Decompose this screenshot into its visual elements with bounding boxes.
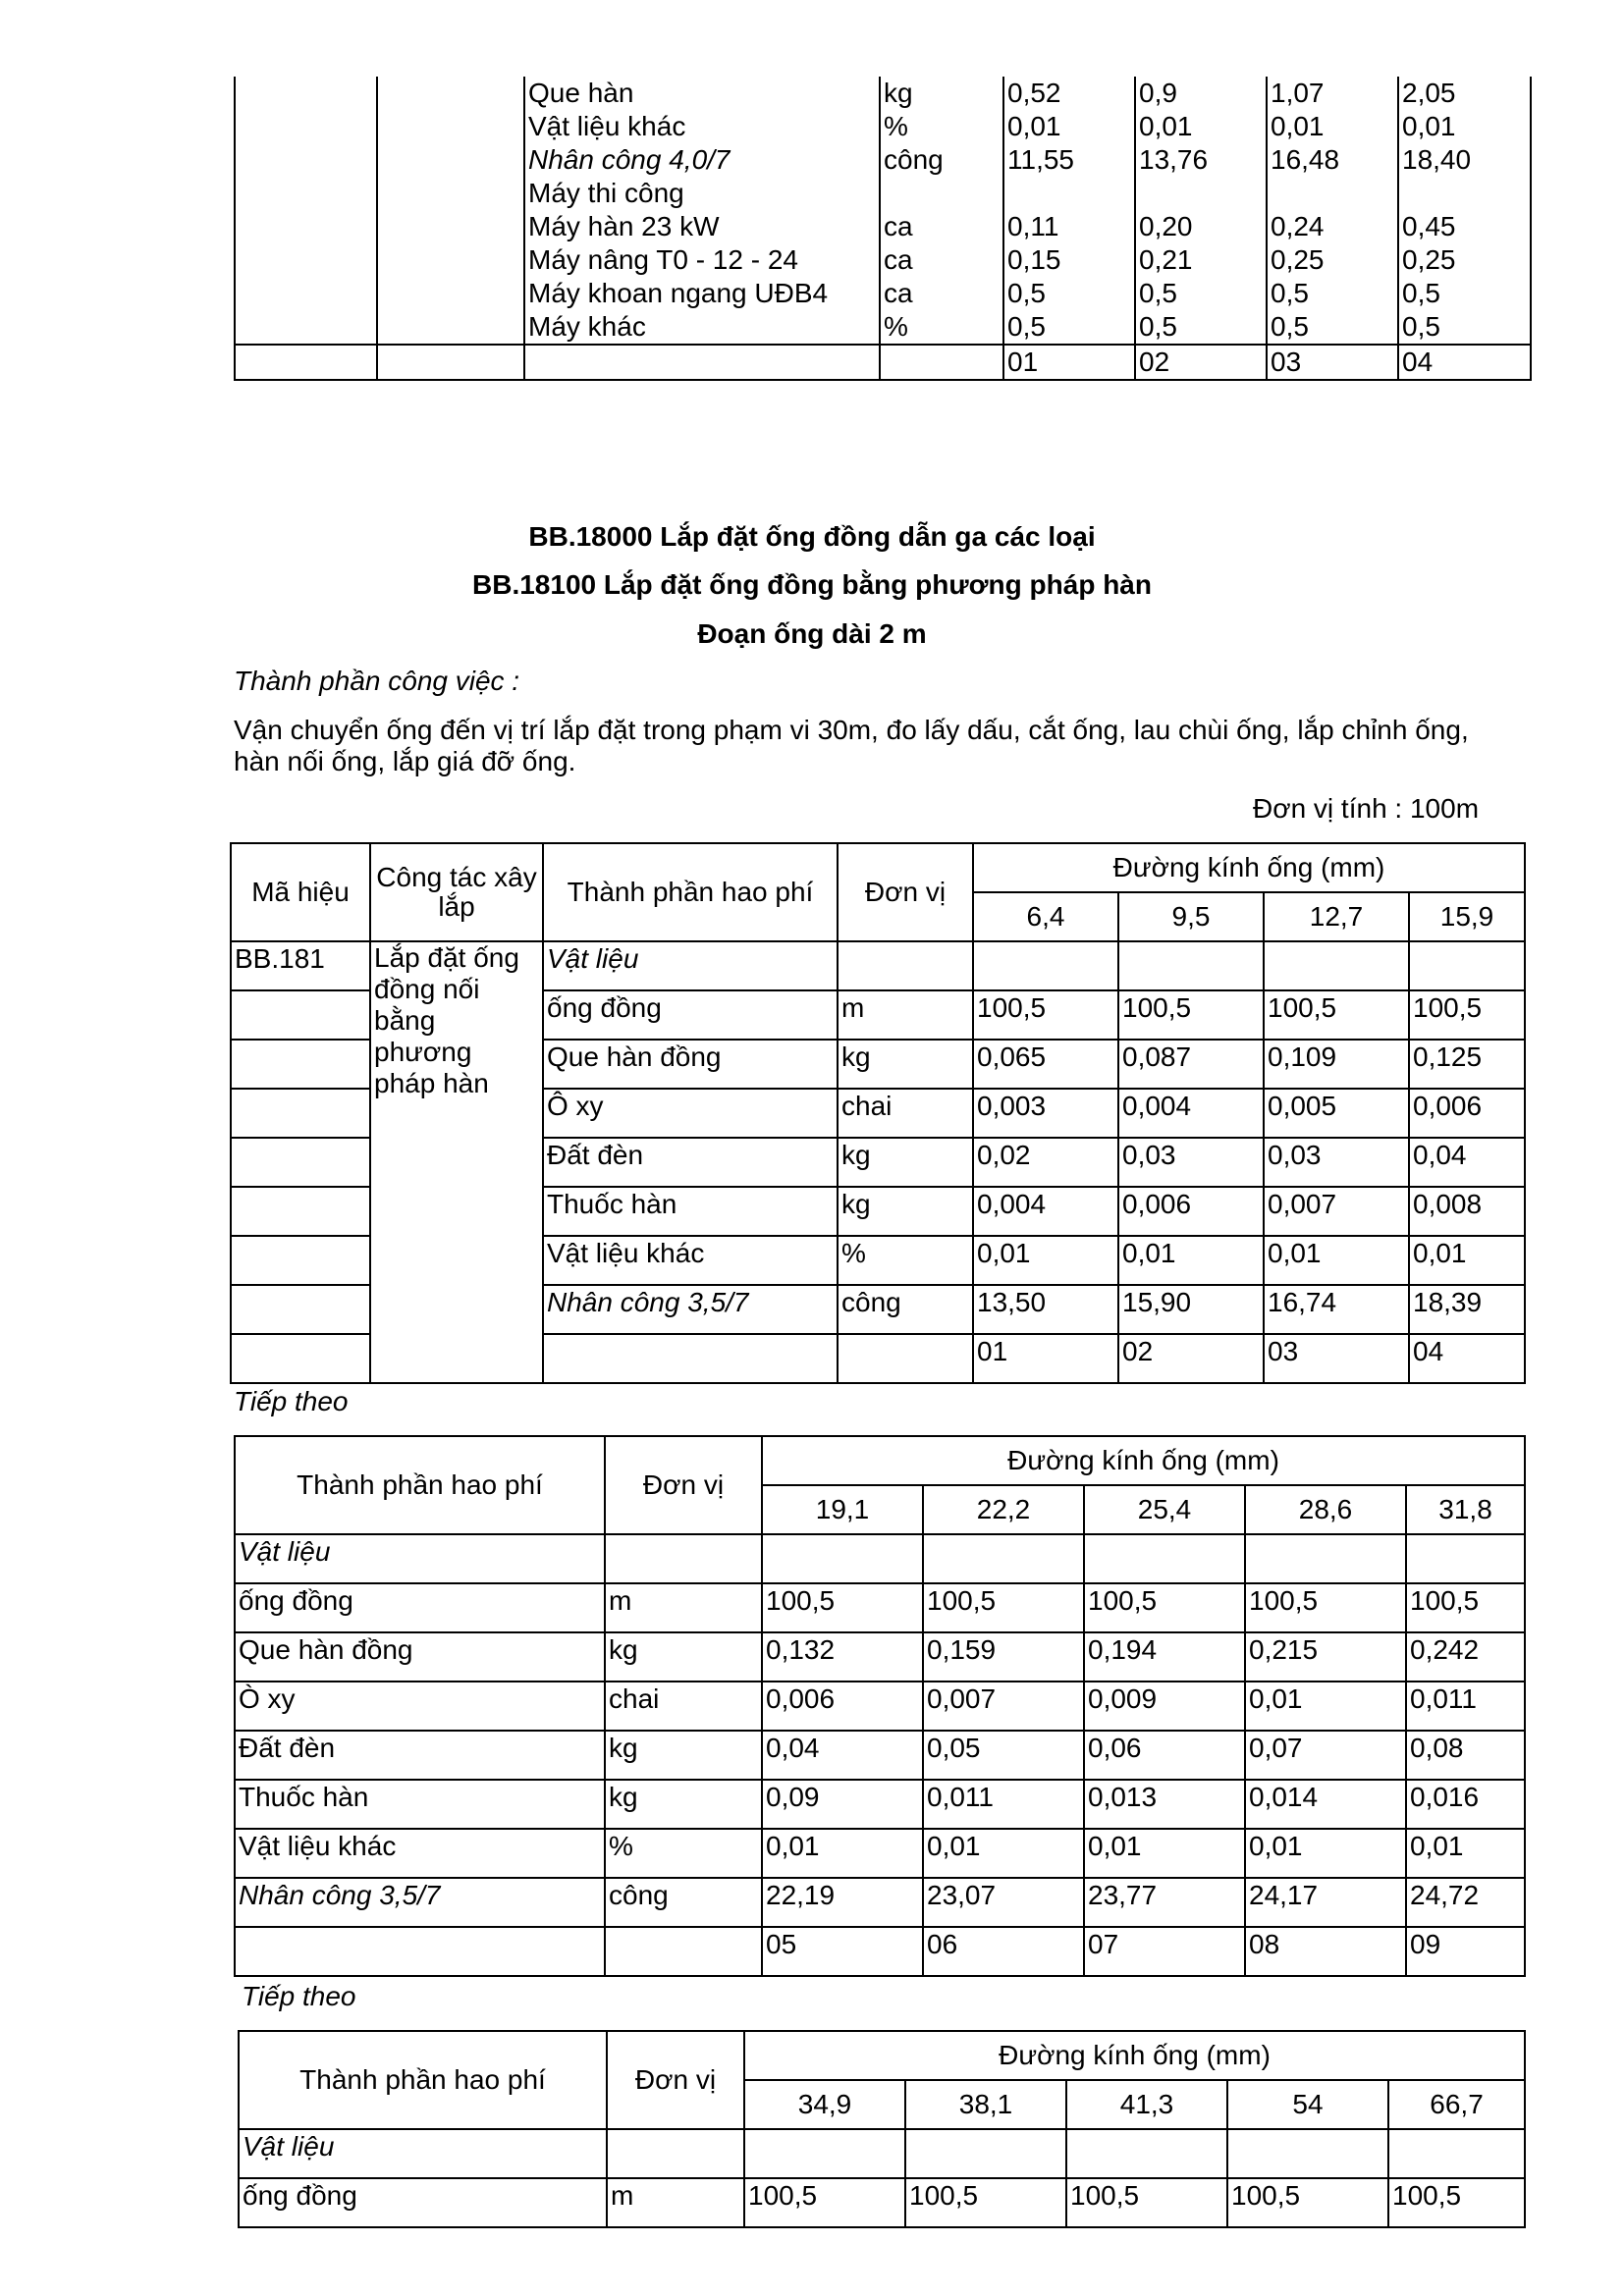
unit-cell: m bbox=[605, 1583, 762, 1632]
unit-cell: ca bbox=[880, 243, 1003, 277]
diameter-cell: 34,9 bbox=[744, 2080, 905, 2129]
code-value: BB.181 bbox=[231, 941, 370, 990]
value-cell: 0,003 bbox=[973, 1089, 1118, 1138]
value-cell: 24,72 bbox=[1406, 1878, 1525, 1927]
unit-cell: kg bbox=[605, 1731, 762, 1780]
blank-cell bbox=[235, 1927, 605, 1976]
value-cell: 0,132 bbox=[762, 1632, 923, 1682]
blank-cell bbox=[605, 1927, 762, 1976]
unit-cell: kg bbox=[838, 1138, 973, 1187]
value-cell bbox=[1084, 1534, 1245, 1583]
component-name: Nhân công 3,5/7 bbox=[235, 1878, 605, 1927]
value-cell bbox=[1388, 2129, 1525, 2178]
diameter-cell: 38,1 bbox=[905, 2080, 1066, 2129]
table-row bbox=[235, 1878, 1525, 1927]
table-2-body bbox=[235, 1436, 1525, 1976]
value-cell: 0,011 bbox=[1406, 1682, 1525, 1731]
value-cell: 0,07 bbox=[1245, 1731, 1406, 1780]
value-cell: 0,007 bbox=[923, 1682, 1084, 1731]
section-title: BB.18000 Lắp đặt ống đồng dẫn ga các loại bbox=[528, 521, 1096, 552]
blank-cell bbox=[370, 1334, 543, 1383]
value-cell: 22,19 bbox=[762, 1878, 923, 1927]
code-cell: 09 bbox=[1406, 1927, 1525, 1976]
value-cell bbox=[762, 1534, 923, 1583]
value-cell bbox=[1409, 941, 1525, 990]
value-cell: 0,24 bbox=[1267, 210, 1398, 243]
component-name: Vật liệu bbox=[543, 941, 838, 990]
value-cell: 1,07 bbox=[1267, 77, 1398, 110]
table-row bbox=[239, 2031, 1525, 2080]
table-3 bbox=[238, 2030, 1526, 2228]
value-cell: 100,5 bbox=[1409, 990, 1525, 1040]
blank-cell bbox=[231, 1187, 370, 1236]
diameter-cell: 22,2 bbox=[923, 1485, 1084, 1534]
code-cell: 03 bbox=[1264, 1334, 1409, 1383]
diameter-cell: 6,4 bbox=[973, 892, 1118, 941]
unit-cell bbox=[605, 1534, 762, 1583]
value-cell: 15,90 bbox=[1118, 1285, 1264, 1334]
component-name: Thuốc hàn bbox=[543, 1187, 838, 1236]
table-3-body bbox=[239, 2031, 1525, 2227]
value-cell: 0,03 bbox=[1118, 1138, 1264, 1187]
continued-label-2: Tiếp theo bbox=[242, 1981, 356, 2011]
value-cell: 0,5 bbox=[1267, 277, 1398, 310]
value-cell bbox=[1267, 177, 1398, 210]
component-name: Que hàn đồng bbox=[235, 1632, 605, 1682]
unit-cell: m bbox=[838, 990, 973, 1040]
value-cell: 0,215 bbox=[1245, 1632, 1406, 1682]
table-row bbox=[235, 1780, 1525, 1829]
header-code: Mã hiệu bbox=[231, 843, 370, 941]
table-row bbox=[235, 1436, 1525, 1485]
table-row bbox=[231, 1285, 1525, 1334]
table-row bbox=[235, 1829, 1525, 1878]
value-cell: 0,007 bbox=[1264, 1187, 1409, 1236]
value-cell: 0,45 bbox=[1398, 210, 1531, 243]
component-name: ống đồng bbox=[543, 990, 838, 1040]
value-cell: 0,01 bbox=[1264, 1236, 1409, 1285]
unit-cell: % bbox=[605, 1829, 762, 1878]
blank-cell bbox=[377, 345, 524, 380]
value-cell: 0,5 bbox=[1398, 277, 1531, 310]
unit-cell: kg bbox=[838, 1040, 973, 1089]
table-row bbox=[239, 2129, 1525, 2178]
value-cell: 0,125 bbox=[1409, 1040, 1525, 1089]
blank-cell bbox=[524, 345, 880, 380]
unit-cell: chai bbox=[838, 1089, 973, 1138]
work-label: Thành phần công việc : bbox=[234, 666, 520, 696]
value-cell bbox=[1003, 177, 1135, 210]
blank-cell bbox=[370, 1236, 543, 1285]
value-cell: 0,25 bbox=[1398, 243, 1531, 277]
value-cell: 100,5 bbox=[1264, 990, 1409, 1040]
value-cell: 100,5 bbox=[923, 1583, 1084, 1632]
unit-cell: % bbox=[880, 110, 1003, 143]
code-cell: 07 bbox=[1084, 1927, 1245, 1976]
value-cell: 0,9 bbox=[1135, 77, 1267, 110]
code-cell: 06 bbox=[923, 1927, 1084, 1976]
value-cell: 0,087 bbox=[1118, 1040, 1264, 1089]
value-cell: 0,01 bbox=[1003, 110, 1135, 143]
value-cell: 0,01 bbox=[923, 1829, 1084, 1878]
diameter-cell: 41,3 bbox=[1066, 2080, 1227, 2129]
value-cell: 100,5 bbox=[905, 2178, 1066, 2227]
value-cell: 0,06 bbox=[1084, 1731, 1245, 1780]
value-cell: 0,014 bbox=[1245, 1780, 1406, 1829]
code-cell: 02 bbox=[1135, 345, 1267, 380]
component-name: Vật liệu khác bbox=[524, 110, 880, 143]
value-cell: 0,008 bbox=[1409, 1187, 1525, 1236]
header-component: Thành phần hao phí bbox=[235, 1436, 605, 1534]
table-row bbox=[235, 77, 1531, 110]
table-1 bbox=[230, 842, 1526, 1384]
continued-label-1: Tiếp theo bbox=[234, 1386, 349, 1416]
value-cell: 0,01 bbox=[1118, 1236, 1264, 1285]
component-name: ống đồng bbox=[235, 1583, 605, 1632]
table-1-body bbox=[231, 843, 1525, 1383]
value-cell: 0,006 bbox=[1409, 1089, 1525, 1138]
blank-cell bbox=[370, 1285, 543, 1334]
blank-cell bbox=[370, 1187, 543, 1236]
component-name: Que hàn đồng bbox=[543, 1040, 838, 1089]
component-name: Ô xy bbox=[543, 1089, 838, 1138]
header-diameter: Đường kính ống (mm) bbox=[762, 1436, 1525, 1485]
blank-cell bbox=[231, 1285, 370, 1334]
header-unit: Đơn vị bbox=[605, 1436, 762, 1534]
diameter-cell: 25,4 bbox=[1084, 1485, 1245, 1534]
value-cell: 100,5 bbox=[1066, 2178, 1227, 2227]
value-cell: 0,5 bbox=[1003, 310, 1135, 345]
value-cell: 0,05 bbox=[923, 1731, 1084, 1780]
blank-cell bbox=[377, 77, 524, 345]
value-cell: 0,5 bbox=[1135, 310, 1267, 345]
table-row bbox=[235, 1583, 1525, 1632]
value-cell: 0,01 bbox=[762, 1829, 923, 1878]
value-cell: 0,25 bbox=[1267, 243, 1398, 277]
value-cell: 16,74 bbox=[1264, 1285, 1409, 1334]
unit-cell bbox=[838, 941, 973, 990]
component-name: Máy khác bbox=[524, 310, 880, 345]
value-cell: 100,5 bbox=[1388, 2178, 1525, 2227]
value-cell: 100,5 bbox=[1118, 990, 1264, 1040]
value-cell: 13,76 bbox=[1135, 143, 1267, 177]
value-cell: 0,013 bbox=[1084, 1780, 1245, 1829]
table-row bbox=[235, 345, 1531, 380]
table-row bbox=[235, 1632, 1525, 1682]
component-name: Thuốc hàn bbox=[235, 1780, 605, 1829]
blank-cell bbox=[231, 1040, 370, 1089]
value-cell: 0,5 bbox=[1003, 277, 1135, 310]
table-row bbox=[235, 1682, 1525, 1731]
component-name: Đất đèn bbox=[543, 1138, 838, 1187]
value-cell: 0,004 bbox=[973, 1187, 1118, 1236]
value-cell: 13,50 bbox=[973, 1285, 1118, 1334]
code-cell: 04 bbox=[1409, 1334, 1525, 1383]
table-row bbox=[231, 843, 1525, 892]
component-name: Máy hàn 23 kW bbox=[524, 210, 880, 243]
component-name: Nhân công 4,0/7 bbox=[524, 143, 880, 177]
code-cell: 08 bbox=[1245, 1927, 1406, 1976]
value-cell: 0,01 bbox=[1409, 1236, 1525, 1285]
blank-cell bbox=[235, 345, 377, 380]
code-cell: 01 bbox=[1003, 345, 1135, 380]
header-work: Công tác xây lắp bbox=[370, 843, 543, 941]
component-name: Ò xy bbox=[235, 1682, 605, 1731]
diameter-cell: 19,1 bbox=[762, 1485, 923, 1534]
value-cell: 0,01 bbox=[1084, 1829, 1245, 1878]
value-cell: 0,5 bbox=[1398, 310, 1531, 345]
value-cell: 100,5 bbox=[1245, 1583, 1406, 1632]
unit-cell: công bbox=[838, 1285, 973, 1334]
value-cell: 0,11 bbox=[1003, 210, 1135, 243]
value-cell bbox=[973, 941, 1118, 990]
value-cell: 0,01 bbox=[973, 1236, 1118, 1285]
value-cell: 24,17 bbox=[1245, 1878, 1406, 1927]
value-cell bbox=[1227, 2129, 1388, 2178]
value-cell: 0,242 bbox=[1406, 1632, 1525, 1682]
diameter-cell: 28,6 bbox=[1245, 1485, 1406, 1534]
value-cell bbox=[1398, 177, 1531, 210]
value-cell bbox=[1406, 1534, 1525, 1583]
value-cell: 16,48 bbox=[1267, 143, 1398, 177]
value-cell: 100,5 bbox=[973, 990, 1118, 1040]
table-2 bbox=[234, 1435, 1526, 1977]
table-row bbox=[231, 1187, 1525, 1236]
diameter-cell: 15,9 bbox=[1409, 892, 1525, 941]
value-cell: 23,77 bbox=[1084, 1878, 1245, 1927]
header-unit: Đơn vị bbox=[838, 843, 973, 941]
value-cell: 0,5 bbox=[1267, 310, 1398, 345]
unit-note: Đơn vị tính : 100m bbox=[1253, 793, 1480, 824]
value-cell: 0,01 bbox=[1267, 110, 1398, 143]
value-cell: 18,39 bbox=[1409, 1285, 1525, 1334]
component-name: Nhân công 3,5/7 bbox=[543, 1285, 838, 1334]
unit-cell: kg bbox=[605, 1780, 762, 1829]
value-cell bbox=[905, 2129, 1066, 2178]
diameter-cell: 31,8 bbox=[1406, 1485, 1525, 1534]
component-name: Máy khoan ngang UĐB4 bbox=[524, 277, 880, 310]
top-table bbox=[234, 77, 1532, 381]
header-component: Thành phần hao phí bbox=[543, 843, 838, 941]
component-name: Vật liệu khác bbox=[543, 1236, 838, 1285]
value-cell: 0,005 bbox=[1264, 1089, 1409, 1138]
header-diameter: Đường kính ống (mm) bbox=[744, 2031, 1525, 2080]
value-cell: 0,04 bbox=[1409, 1138, 1525, 1187]
value-cell: 0,04 bbox=[762, 1731, 923, 1780]
diameter-cell: 12,7 bbox=[1264, 892, 1409, 941]
table-row bbox=[235, 1731, 1525, 1780]
component-name: Vật liệu bbox=[235, 1534, 605, 1583]
work-description: Lắp đặt ống đồng nối bằng phương pháp hàn bbox=[370, 941, 543, 1187]
value-cell bbox=[1135, 177, 1267, 210]
component-name: Vật liệu bbox=[239, 2129, 607, 2178]
value-cell: 0,02 bbox=[973, 1138, 1118, 1187]
value-cell: 0,011 bbox=[923, 1780, 1084, 1829]
value-cell: 0,006 bbox=[762, 1682, 923, 1731]
value-cell: 0,08 bbox=[1406, 1731, 1525, 1780]
unit-cell: m bbox=[607, 2178, 744, 2227]
value-cell bbox=[1118, 941, 1264, 990]
value-cell: 0,52 bbox=[1003, 77, 1135, 110]
blank-cell bbox=[231, 1138, 370, 1187]
component-name: Máy nâng T0 - 12 - 24 bbox=[524, 243, 880, 277]
header-diameter: Đường kính ống (mm) bbox=[973, 843, 1525, 892]
unit-cell bbox=[880, 177, 1003, 210]
value-cell: 18,40 bbox=[1398, 143, 1531, 177]
value-cell: 100,5 bbox=[762, 1583, 923, 1632]
value-cell: 11,55 bbox=[1003, 143, 1135, 177]
value-cell: 0,194 bbox=[1084, 1632, 1245, 1682]
table-row bbox=[239, 2178, 1525, 2227]
value-cell: 0,5 bbox=[1135, 277, 1267, 310]
value-cell: 23,07 bbox=[923, 1878, 1084, 1927]
blank-cell bbox=[235, 77, 377, 345]
unit-cell: kg bbox=[880, 77, 1003, 110]
value-cell: 0,01 bbox=[1245, 1829, 1406, 1878]
value-cell bbox=[744, 2129, 905, 2178]
blank-cell bbox=[231, 1334, 370, 1383]
value-cell bbox=[1066, 2129, 1227, 2178]
value-cell: 0,03 bbox=[1264, 1138, 1409, 1187]
value-cell: 0,20 bbox=[1135, 210, 1267, 243]
table-row bbox=[235, 1534, 1525, 1583]
code-cell: 01 bbox=[973, 1334, 1118, 1383]
unit-cell: % bbox=[838, 1236, 973, 1285]
component-name: Máy thi công bbox=[524, 177, 880, 210]
value-cell: 0,01 bbox=[1398, 110, 1531, 143]
unit-cell: ca bbox=[880, 210, 1003, 243]
unit-cell: kg bbox=[838, 1187, 973, 1236]
value-cell: 0,065 bbox=[973, 1040, 1118, 1089]
unit-cell: kg bbox=[605, 1632, 762, 1682]
code-cell: 03 bbox=[1267, 345, 1398, 380]
value-cell: 0,159 bbox=[923, 1632, 1084, 1682]
value-cell: 0,009 bbox=[1084, 1682, 1245, 1731]
blank-cell bbox=[838, 1334, 973, 1383]
value-cell: 2,05 bbox=[1398, 77, 1531, 110]
value-cell: 0,09 bbox=[762, 1780, 923, 1829]
unit-cell bbox=[607, 2129, 744, 2178]
value-cell bbox=[923, 1534, 1084, 1583]
work-text: Vận chuyển ống đến vị trí lắp đặt trong phạm vi 30m, đo lấy dấu, cắt ống, lau chùi ống, lắp chỉnh ống, hàn nối ống, lắp giá đỡ ống. bbox=[234, 715, 1469, 776]
blank-cell bbox=[543, 1334, 838, 1383]
component-name: Vật liệu khác bbox=[235, 1829, 605, 1878]
unit-cell: % bbox=[880, 310, 1003, 345]
code-cell: 05 bbox=[762, 1927, 923, 1976]
value-cell: 0,01 bbox=[1135, 110, 1267, 143]
table-row bbox=[235, 1927, 1525, 1976]
table-row bbox=[231, 1236, 1525, 1285]
code-cell: 04 bbox=[1398, 345, 1531, 380]
value-cell: 0,15 bbox=[1003, 243, 1135, 277]
value-cell: 100,5 bbox=[1406, 1583, 1525, 1632]
unit-cell: công bbox=[605, 1878, 762, 1927]
value-cell: 0,016 bbox=[1406, 1780, 1525, 1829]
blank-cell bbox=[231, 1089, 370, 1138]
value-cell: 100,5 bbox=[744, 2178, 905, 2227]
value-cell bbox=[1264, 941, 1409, 990]
unit-cell: công bbox=[880, 143, 1003, 177]
component-name: Đất đèn bbox=[235, 1731, 605, 1780]
code-cell: 02 bbox=[1118, 1334, 1264, 1383]
value-cell: 0,109 bbox=[1264, 1040, 1409, 1089]
diameter-cell: 66,7 bbox=[1388, 2080, 1525, 2129]
value-cell: 100,5 bbox=[1084, 1583, 1245, 1632]
component-name: Que hàn bbox=[524, 77, 880, 110]
blank-cell bbox=[231, 990, 370, 1040]
value-cell: 0,006 bbox=[1118, 1187, 1264, 1236]
blank-cell bbox=[880, 345, 1003, 380]
value-cell: 0,01 bbox=[1406, 1829, 1525, 1878]
top-table-body bbox=[235, 77, 1531, 380]
value-cell: 0,01 bbox=[1245, 1682, 1406, 1731]
blank-cell bbox=[231, 1236, 370, 1285]
value-cell: 0,21 bbox=[1135, 243, 1267, 277]
section-subtitle-length: Đoạn ống dài 2 m bbox=[697, 618, 927, 649]
diameter-cell: 9,5 bbox=[1118, 892, 1264, 941]
component-name: ống đồng bbox=[239, 2178, 607, 2227]
value-cell bbox=[1245, 1534, 1406, 1583]
unit-cell: chai bbox=[605, 1682, 762, 1731]
diameter-cell: 54 bbox=[1227, 2080, 1388, 2129]
section-subtitle: BB.18100 Lắp đặt ống đồng bằng phương pháp hàn bbox=[472, 569, 1152, 600]
header-component: Thành phần hao phí bbox=[239, 2031, 607, 2129]
value-cell: 100,5 bbox=[1227, 2178, 1388, 2227]
unit-cell: ca bbox=[880, 277, 1003, 310]
header-unit: Đơn vị bbox=[607, 2031, 744, 2129]
value-cell: 0,004 bbox=[1118, 1089, 1264, 1138]
table-row bbox=[231, 1334, 1525, 1383]
table-row bbox=[231, 941, 1525, 990]
